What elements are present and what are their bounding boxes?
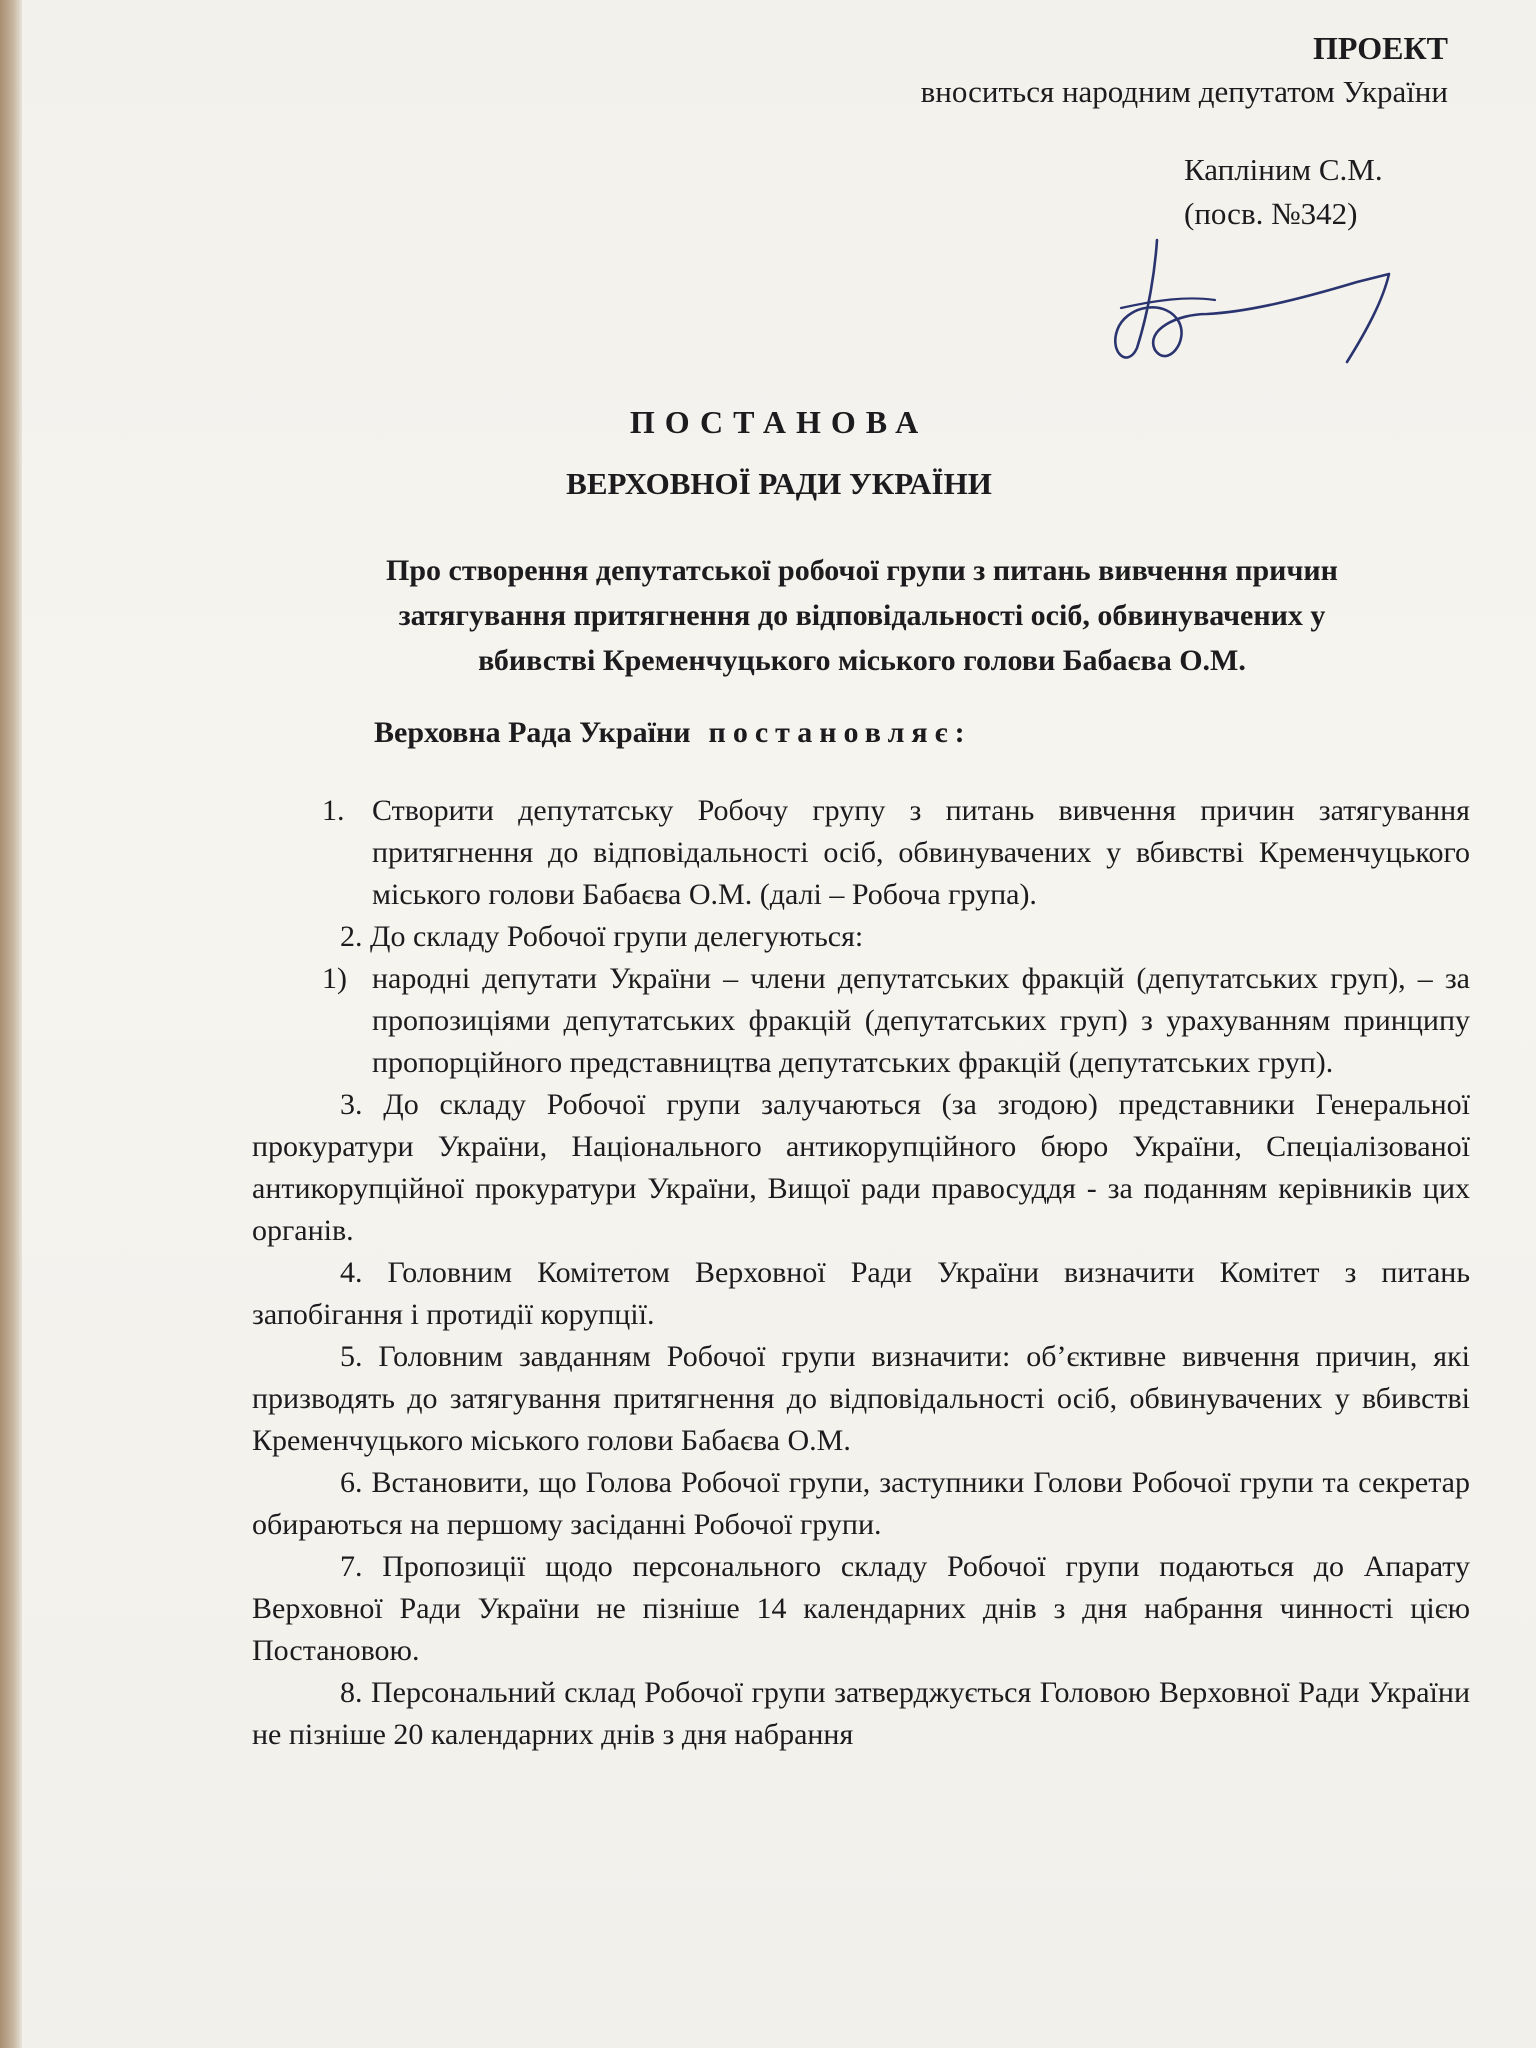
document-subject (252, 548, 1472, 683)
item-text: народні депутати України – члени депутатських фракцій (депутатських груп), – за пропозиціями депутатських фракцій (депутатських груп) з урахуванням принципу пропорційного представництва депутатських фракцій (депутатських груп). (372, 962, 1470, 1079)
list-item: 5. Головним завданням Робочої групи визначити: об’єктивне вивчення причин, які призводять до затягування притягнення до відповідальності осіб, обвинувачених у вбивстві Кременчуцького міського голови Бабаєва О.М. (252, 1340, 1470, 1457)
author-name: Капліним С.М. (1184, 152, 1383, 187)
author-certificate: (посв. №342) (1184, 196, 1358, 231)
document-title: ПОСТАНОВА (629, 404, 929, 440)
document-page (22, 0, 1536, 2048)
list-item: 3. До складу Робочої групи залучаються (за згодою) представники Генеральної прокуратури України, Національного антикорупційного бюро України, Спеціалізованої антикорупційної прокуратури України, Вищої ради правосуддя - за поданням керівників цих органів. (252, 1088, 1470, 1247)
decree-body: Верховна Рада України (374, 716, 691, 749)
submitted-by: вноситься народним депутатом України (920, 74, 1448, 109)
list-item: 7. Пропозиції щодо персонального складу Робочої групи подаються до Апарату Верховної Ради України не пізніше 14 календарних днів з дня набрання чинності цією Постановою. (252, 1550, 1470, 1667)
issuing-body: ВЕРХОВНОЇ РАДИ УКРАЇНИ (566, 466, 992, 501)
list-item: 4. Головним Комітетом Верховної Ради України визначити Комітет з питань запобігання і протидії корупції. (252, 1256, 1470, 1331)
item-text: Створити депутатську Робочу групу з питань вивчення причин затягування притягнення до відповідальності осіб, обвинувачених у вбивстві Кременчуцького міського голови Бабаєва О.М. (далі – Робоча група). (372, 794, 1470, 911)
decree-statement (374, 716, 972, 750)
signature-icon (1097, 230, 1417, 380)
list-item: 2. До складу Робочої групи делегуються: (340, 920, 864, 953)
item-number: 1) (322, 962, 347, 995)
author-block (1184, 148, 1383, 236)
subject-line: вбивстві Кременчуцького міського голови Бабаєва О.М. (478, 644, 1246, 677)
document-body (252, 790, 1470, 1756)
item-number: 1. (322, 794, 345, 827)
list-item (252, 958, 1470, 1084)
subject-line: Про створення депутатської робочої групи з питань вивчення причин (386, 554, 1338, 587)
list-item: 6. Встановити, що Голова Робочої групи, заступники Голови Робочої групи та секретар обираються на першому засіданні Робочої групи. (252, 1466, 1470, 1541)
draft-label: ПРОЕКТ (1312, 30, 1448, 66)
subject-line: затягування притягнення до відповідальності осіб, обвинувачених у (398, 599, 1326, 632)
list-item: 8. Персональний склад Робочої групи затверджується Головою Верховної Ради України не пізніше 20 календарних днів з дня набрання (252, 1676, 1470, 1751)
list-item (252, 790, 1470, 916)
decree-verb: постановляє: (708, 716, 972, 749)
draft-header (921, 26, 1448, 114)
